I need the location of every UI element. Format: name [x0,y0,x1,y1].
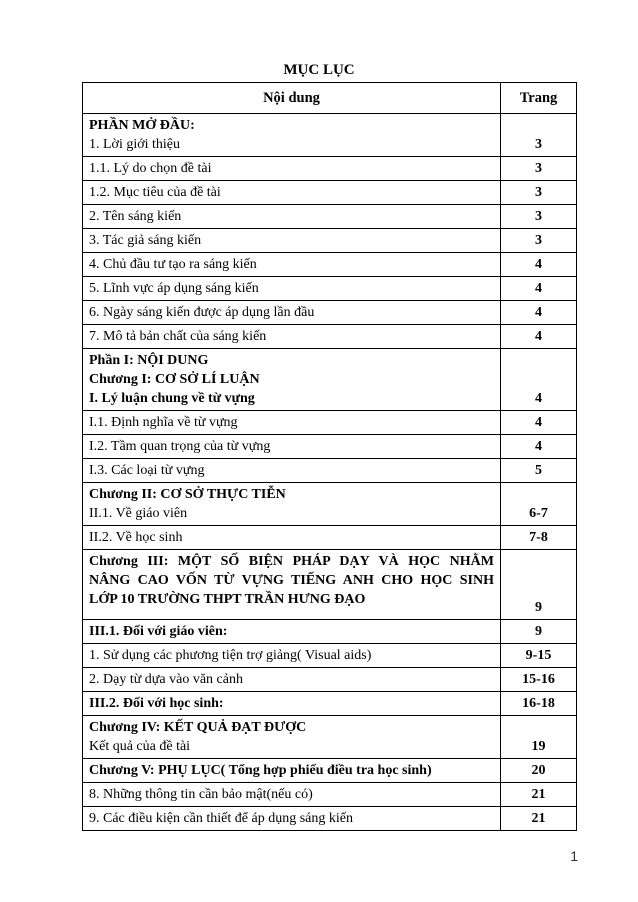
entry-page-cell: 3 [501,229,577,253]
table-row [83,435,577,459]
table-row [83,301,577,325]
entry-title-cell [83,435,501,459]
entry-page-cell: 3 [501,114,577,157]
entry-title-line: 2. Tên sáng kiến [89,209,182,224]
entry-title-line: 1.1. Lý do chọn đề tài [89,161,212,176]
document-title: MỤC LỤC [283,62,355,78]
entry-title-line: Chương II: CƠ SỞ THỰC TIỄN [89,487,286,502]
entry-page-cell: 9-15 [501,644,577,668]
table-row [83,620,577,644]
table-of-contents [82,82,577,831]
entry-title-cell [83,644,501,668]
entry-title-cell [83,114,501,157]
entry-page-cell: 21 [501,807,577,831]
entry-page-cell: 4 [501,411,577,435]
entry-title-cell [83,550,501,620]
entry-title-line: 6. Ngày sáng kiến được áp dụng lần đầu [89,305,315,320]
entry-title-line: 9. Các điều kiện cần thiết để áp dụng sáng kiến [89,811,353,826]
entry-title-line: 1. Sử dụng các phương tiện trợ giảng( Visual aids) [89,648,372,663]
entry-title-cell [83,692,501,716]
entry-page-cell: 21 [501,783,577,807]
entry-page-cell: 3 [501,157,577,181]
table-row [83,550,577,620]
table-row [83,459,577,483]
table-row [83,692,577,716]
table-row [83,411,577,435]
table-row [83,783,577,807]
entry-title-line: 7. Mô tả bản chất của sáng kiến [89,329,267,344]
entry-title-cell [83,783,501,807]
entry-title-cell [83,253,501,277]
entry-title-cell [83,411,501,435]
entry-page-cell: 4 [501,325,577,349]
table-row [83,114,577,157]
entry-title-cell [83,325,501,349]
entry-title-cell [83,301,501,325]
entry-title-cell [83,526,501,550]
table-row [83,759,577,783]
entry-title-line: 2. Dạy từ dựa vào văn cảnh [89,672,243,687]
entry-title-line: I.1. Định nghĩa về từ vựng [89,415,238,430]
table-row [83,181,577,205]
entry-page-cell: 9 [501,550,577,620]
entry-title-cell [83,483,501,526]
entry-page-cell: 4 [501,435,577,459]
table-row [83,526,577,550]
table-body [83,114,577,831]
entry-title-line: Chương III: MỘT SỐ BIỆN PHÁP DẠY VÀ HỌC NHẰM [89,554,494,569]
entry-page-cell: 3 [501,205,577,229]
entry-title-line: II.1. Về giáo viên [89,506,188,521]
entry-title-line: Chương I: CƠ SỞ LÍ LUẬN [89,372,260,387]
entry-title-cell [83,181,501,205]
entry-title-cell [83,716,501,759]
entry-title-line: 1. Lời giới thiệu [89,137,181,152]
entry-title-line: 4. Chủ đầu tư tạo ra sáng kiến [89,257,257,272]
entry-page-cell: 4 [501,301,577,325]
entry-title-cell [83,459,501,483]
table-row [83,349,577,411]
entry-title-cell [83,620,501,644]
entry-page-cell: 15-16 [501,668,577,692]
entry-page-cell: 4 [501,349,577,411]
entry-title-line: NÂNG CAO VỐN TỪ VỰNG TIẾNG ANH CHO HỌC SINH [89,573,494,588]
table-header-row [83,83,577,114]
entry-page-cell: 5 [501,459,577,483]
table-row [83,668,577,692]
table-row [83,716,577,759]
entry-title-line: II.2. Về học sinh [89,530,183,545]
entry-title-line: 5. Lĩnh vực áp dụng sáng kiến [89,281,259,296]
entry-page-cell: 19 [501,716,577,759]
entry-title-line: 8. Những thông tin cần bảo mật(nếu có) [89,787,313,802]
entry-title-line: Kết quả của đề tài [89,739,191,754]
entry-title-line: I.3. Các loại từ vựng [89,463,205,478]
entry-title-line: III.1. Đối với giáo viên: [89,624,228,639]
entry-title-line: I. Lý luận chung về từ vựng [89,391,255,406]
entry-title-cell [83,229,501,253]
entry-page-cell: 6-7 [501,483,577,526]
entry-title-cell [83,157,501,181]
entry-title-line: PHẦN MỞ ĐẦU: [89,118,195,133]
entry-page-cell: 3 [501,181,577,205]
entry-page-cell: 9 [501,620,577,644]
table-row [83,157,577,181]
entry-title-line: Chương IV: KẾT QUẢ ĐẠT ĐƯỢC [89,720,307,735]
entry-title-line: 3. Tác giả sáng kiến [89,233,202,248]
entry-title-cell [83,277,501,301]
table-row [83,277,577,301]
page-number: 1 [570,848,578,864]
table-row [83,325,577,349]
entry-page-cell: 16-18 [501,692,577,716]
entry-page-cell: 20 [501,759,577,783]
header-page: Trang [501,83,577,114]
entry-title-line: LỚP 10 TRƯỜNG THPT TRẦN HƯNG ĐẠO [89,592,366,607]
table-row [83,807,577,831]
entry-title-line: I.2. Tầm quan trọng của từ vựng [89,439,271,454]
entry-title-cell [83,205,501,229]
entry-title-cell [83,668,501,692]
table-row [83,253,577,277]
entry-title-line: 1.2. Mục tiêu của đề tài [89,185,221,200]
table-row [83,229,577,253]
entry-title-line: Phần I: NỘI DUNG [89,353,209,368]
entry-title-line: Chương V: PHỤ LỤC( Tổng hợp phiếu điều tra học sinh) [89,763,432,778]
table-row [83,644,577,668]
entry-title-line: III.2. Đối với học sinh: [89,696,224,711]
header-content: Nội dung [83,83,501,114]
entry-title-cell [83,807,501,831]
entry-page-cell: 4 [501,253,577,277]
table-row [83,205,577,229]
entry-page-cell: 4 [501,277,577,301]
entry-title-cell [83,349,501,411]
entry-page-cell: 7-8 [501,526,577,550]
entry-title-cell [83,759,501,783]
table-row [83,483,577,526]
